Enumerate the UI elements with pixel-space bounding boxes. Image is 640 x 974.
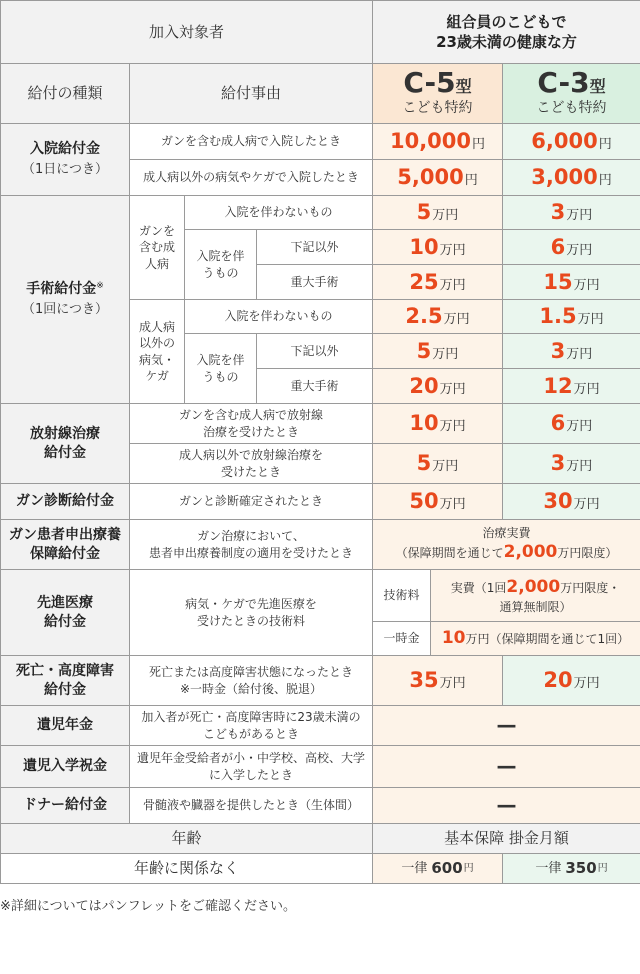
plan-c3-code: C-3 (537, 66, 590, 100)
radiation-c3-2: 3 万円 (503, 444, 640, 484)
advanced-tech-label: 技術料 (373, 570, 431, 622)
cancer-diag-c3: 30 万円 (503, 484, 640, 520)
target-value-line2: 23歳未満の健康な方 (436, 33, 577, 51)
orphan-title-cell: 遺児年金 (0, 706, 130, 746)
surgery-g2-other-c5: 5 万円 (373, 334, 503, 369)
radiation-c3-1: 6 万円 (503, 404, 640, 444)
hospital-reason-2: 成人病以外の病気やケガで入院したとき (130, 160, 373, 196)
plan-c3-name: こども特約 (536, 100, 607, 117)
surgery-g2-with-hosp: 入院を伴うもの (185, 334, 257, 404)
surgery-g2-major-c5: 20 万円 (373, 369, 503, 404)
radiation-c5-1: 10 万円 (373, 404, 503, 444)
surgery-g1-other: 下記以外 (257, 230, 373, 265)
orphan-school-reason: 遺児年金受給者が小・中学校、高校、大学 に入学したとき (130, 746, 373, 788)
surgery-group-2: 成人病以外の病気・ケガ (130, 300, 185, 404)
plan-c5-header: C-5型 こども特約 (373, 64, 503, 124)
surgery-g2-other-c3: 3 万円 (503, 334, 640, 369)
premium-c3: 一律 350 円 (503, 854, 640, 884)
target-label: 加入対象者 (148, 22, 224, 41)
surgery-g2-other: 下記以外 (257, 334, 373, 369)
premium-age-value-cell: 年齢に関係なく (0, 854, 373, 884)
orphan-school-title-cell: 遺児入学祝金 (0, 746, 130, 788)
hospital-title-cell: 入院給付金 （1日につき） (0, 124, 130, 196)
surgery-g1-other-c3: 6 万円 (503, 230, 640, 265)
advanced-reason: 病気・ケガで先進医療を 受けたときの技術料 (130, 570, 373, 656)
radiation-reason-1: ガンを含む成人病で放射線 治療を受けたとき (130, 404, 373, 444)
hospital-c3-1: 6,000 円 (503, 124, 640, 160)
hospital-c3-2: 3,000 円 (503, 160, 640, 196)
advanced-lump-label: 一時金 (373, 622, 431, 656)
cancer-diag-title-cell: ガン診断給付金 (0, 484, 130, 520)
donor-title-cell: ドナー給付金 (0, 788, 130, 824)
donor-reason: 骨髄液や臓器を提供したとき（生体間） (130, 788, 373, 824)
benefit-reason-header: 給付事由 (130, 64, 373, 124)
hospital-reason-1: ガンを含む成人病で入院したとき (130, 124, 373, 160)
plan-c3-header: C-3型 こども特約 (503, 64, 640, 124)
surgery-g1-no-hosp: 入院を伴わないもの (185, 196, 373, 230)
surgery-g1-major: 重大手術 (257, 265, 373, 300)
cancer-diag-c5: 50 万円 (373, 484, 503, 520)
surgery-g1-no-c3: 3 万円 (503, 196, 640, 230)
orphan-reason: 加入者が死亡・高度障害時に23歳未満の こどもがあるとき (130, 706, 373, 746)
surgery-g1-major-c5: 25 万円 (373, 265, 503, 300)
donor-value: — (373, 788, 640, 824)
surgery-g1-other-c5: 10 万円 (373, 230, 503, 265)
surgery-g2-no-hosp: 入院を伴わないもの (185, 300, 373, 334)
advanced-lump-value: 10 万円（保障期間を通じて1回） (431, 622, 640, 656)
premium-age-label-cell: 年齢 (0, 824, 373, 854)
target-label-cell (0, 0, 373, 64)
target-value-line1: 組合員のこどもで (446, 12, 567, 31)
orphan-value: — (373, 706, 640, 746)
surgery-title: 手術給付金※ (26, 281, 104, 298)
cancer-patient-value: 治療実費 （保障期間を通じて2,000万円限度） (373, 520, 640, 570)
premium-c5: 一律 600 円 (373, 854, 503, 884)
hospital-c5-1: 10,000 円 (373, 124, 503, 160)
cancer-patient-reason: ガン治療において、 患者申出療養制度の適用を受けたとき (130, 520, 373, 570)
death-reason: 死亡または高度障害状態になったとき ※一時金（給付後、脱退） (130, 656, 373, 706)
target-value-cell (373, 0, 640, 64)
surgery-g2-no-c5: 2.5 万円 (373, 300, 503, 334)
benefit-type-header: 給付の種類 (0, 64, 130, 124)
advanced-title-cell: 先進医療 給付金 (0, 570, 130, 656)
surgery-g2-no-c3: 1.5 万円 (503, 300, 640, 334)
orphan-school-value: — (373, 746, 640, 788)
plan-c5-code: C-5 (403, 66, 456, 100)
footnote: ※詳細についてはパンフレットをご確認ください。 (0, 899, 296, 914)
surgery-g1-with-hosp: 入院を伴うもの (185, 230, 257, 300)
cancer-diag-reason: ガンと診断確定されたとき (130, 484, 373, 520)
hospital-c5-2: 5,000 円 (373, 160, 503, 196)
surgery-g1-major-c3: 15 万円 (503, 265, 640, 300)
advanced-tech-value: 実費（1回2,000万円限度・ 通算無制限） (431, 570, 640, 622)
radiation-reason-2: 成人病以外で放射線治療を 受けたとき (130, 444, 373, 484)
surgery-g1-no-c5: 5 万円 (373, 196, 503, 230)
surgery-g2-major-c3: 12 万円 (503, 369, 640, 404)
radiation-c5-2: 5 万円 (373, 444, 503, 484)
cancer-patient-title-cell: ガン患者申出療養 保障給付金 (0, 520, 130, 570)
surgery-g2-major: 重大手術 (257, 369, 373, 404)
surgery-group-1: ガンを含む成人病 (130, 196, 185, 300)
death-title-cell: 死亡・高度障害 給付金 (0, 656, 130, 706)
death-c3: 20 万円 (503, 656, 640, 706)
surgery-title-cell: 手術給付金※ （1回につき） (0, 196, 130, 404)
death-c5: 35 万円 (373, 656, 503, 706)
radiation-title-cell: 放射線治療 給付金 (0, 404, 130, 484)
hospital-title: 入院給付金 (30, 141, 100, 158)
premium-title-cell: 基本保障 掛金月額 (373, 824, 640, 854)
plan-c5-name: こども特約 (402, 100, 473, 117)
